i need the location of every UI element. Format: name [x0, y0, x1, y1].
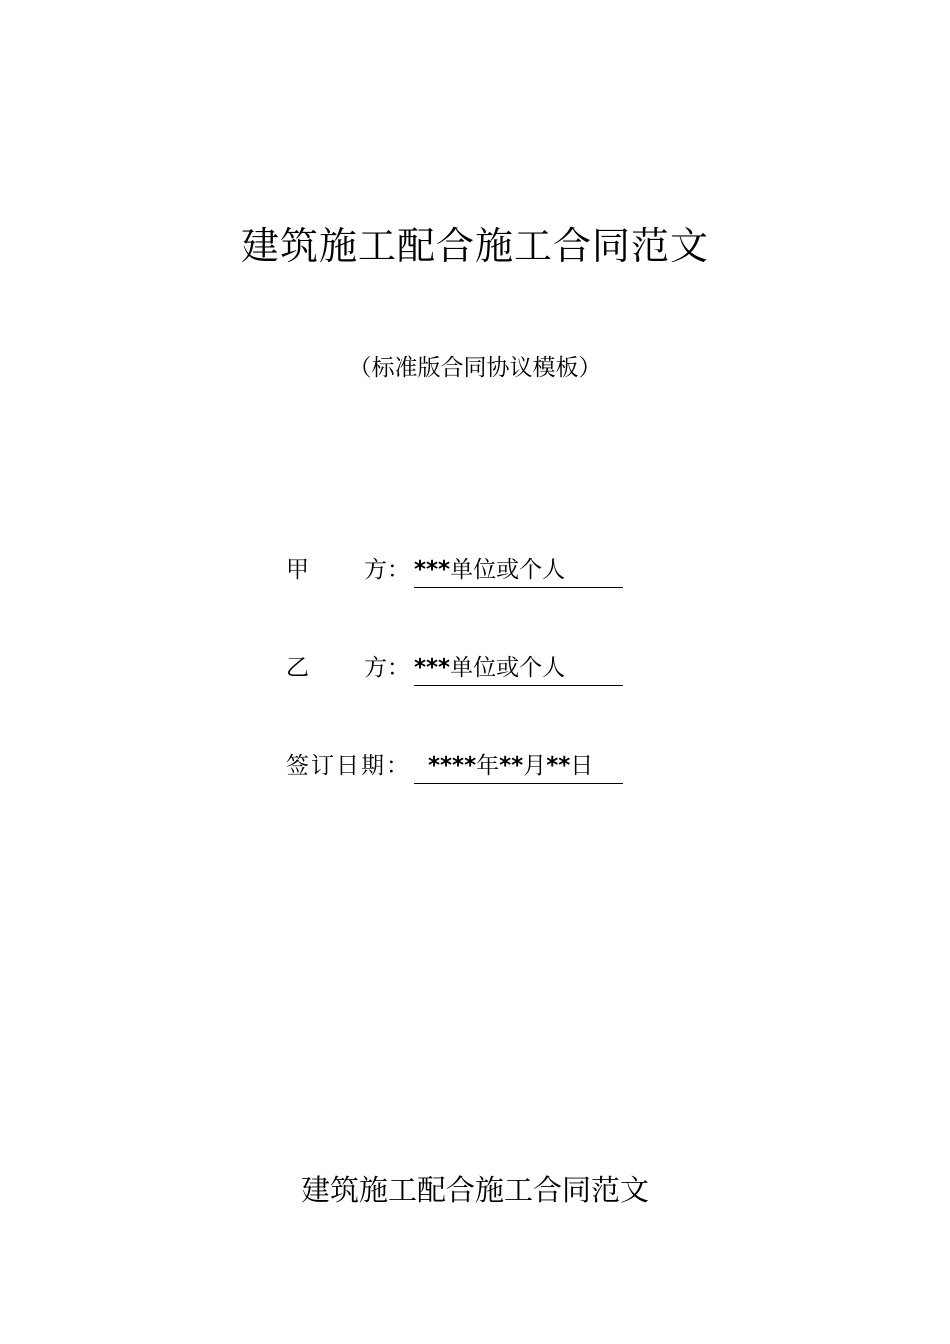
sign-date-label-text: 签订日期：: [286, 753, 411, 779]
sign-date-label: [286, 748, 414, 784]
party-a-label: [286, 552, 414, 588]
sign-date-value-field: [414, 748, 623, 784]
party-a-label-second: 方：: [364, 557, 410, 583]
document-footer-title: 建筑施工配合施工合同范文: [300, 1173, 649, 1207]
party-b-placeholder-stars: ***: [414, 655, 451, 681]
party-b-value-field: [414, 650, 623, 686]
party-b-placeholder-text: 单位或个人: [450, 655, 566, 681]
sign-date-year-unit: 年: [476, 753, 500, 779]
sign-date-day-stars: **: [546, 753, 571, 779]
document-title: 建筑施工配合施工合同范文: [240, 224, 709, 268]
sign-date-month-stars: **: [499, 753, 524, 779]
party-a-placeholder-text: 单位或个人: [450, 557, 566, 583]
party-b-label-second: 方：: [364, 655, 410, 681]
party-a-value-field: [414, 552, 623, 588]
sign-date-day-unit: 日: [570, 753, 594, 779]
party-b-label-first: 乙: [286, 655, 309, 681]
sign-date-year-stars: ****: [428, 753, 477, 779]
document-subtitle: （标准版合同协议模板）: [348, 355, 602, 381]
party-a-label-first: 甲: [286, 557, 309, 583]
sign-date-month-unit: 月: [523, 753, 547, 779]
party-b-label: [286, 650, 414, 686]
party-a-placeholder-stars: ***: [414, 557, 451, 583]
